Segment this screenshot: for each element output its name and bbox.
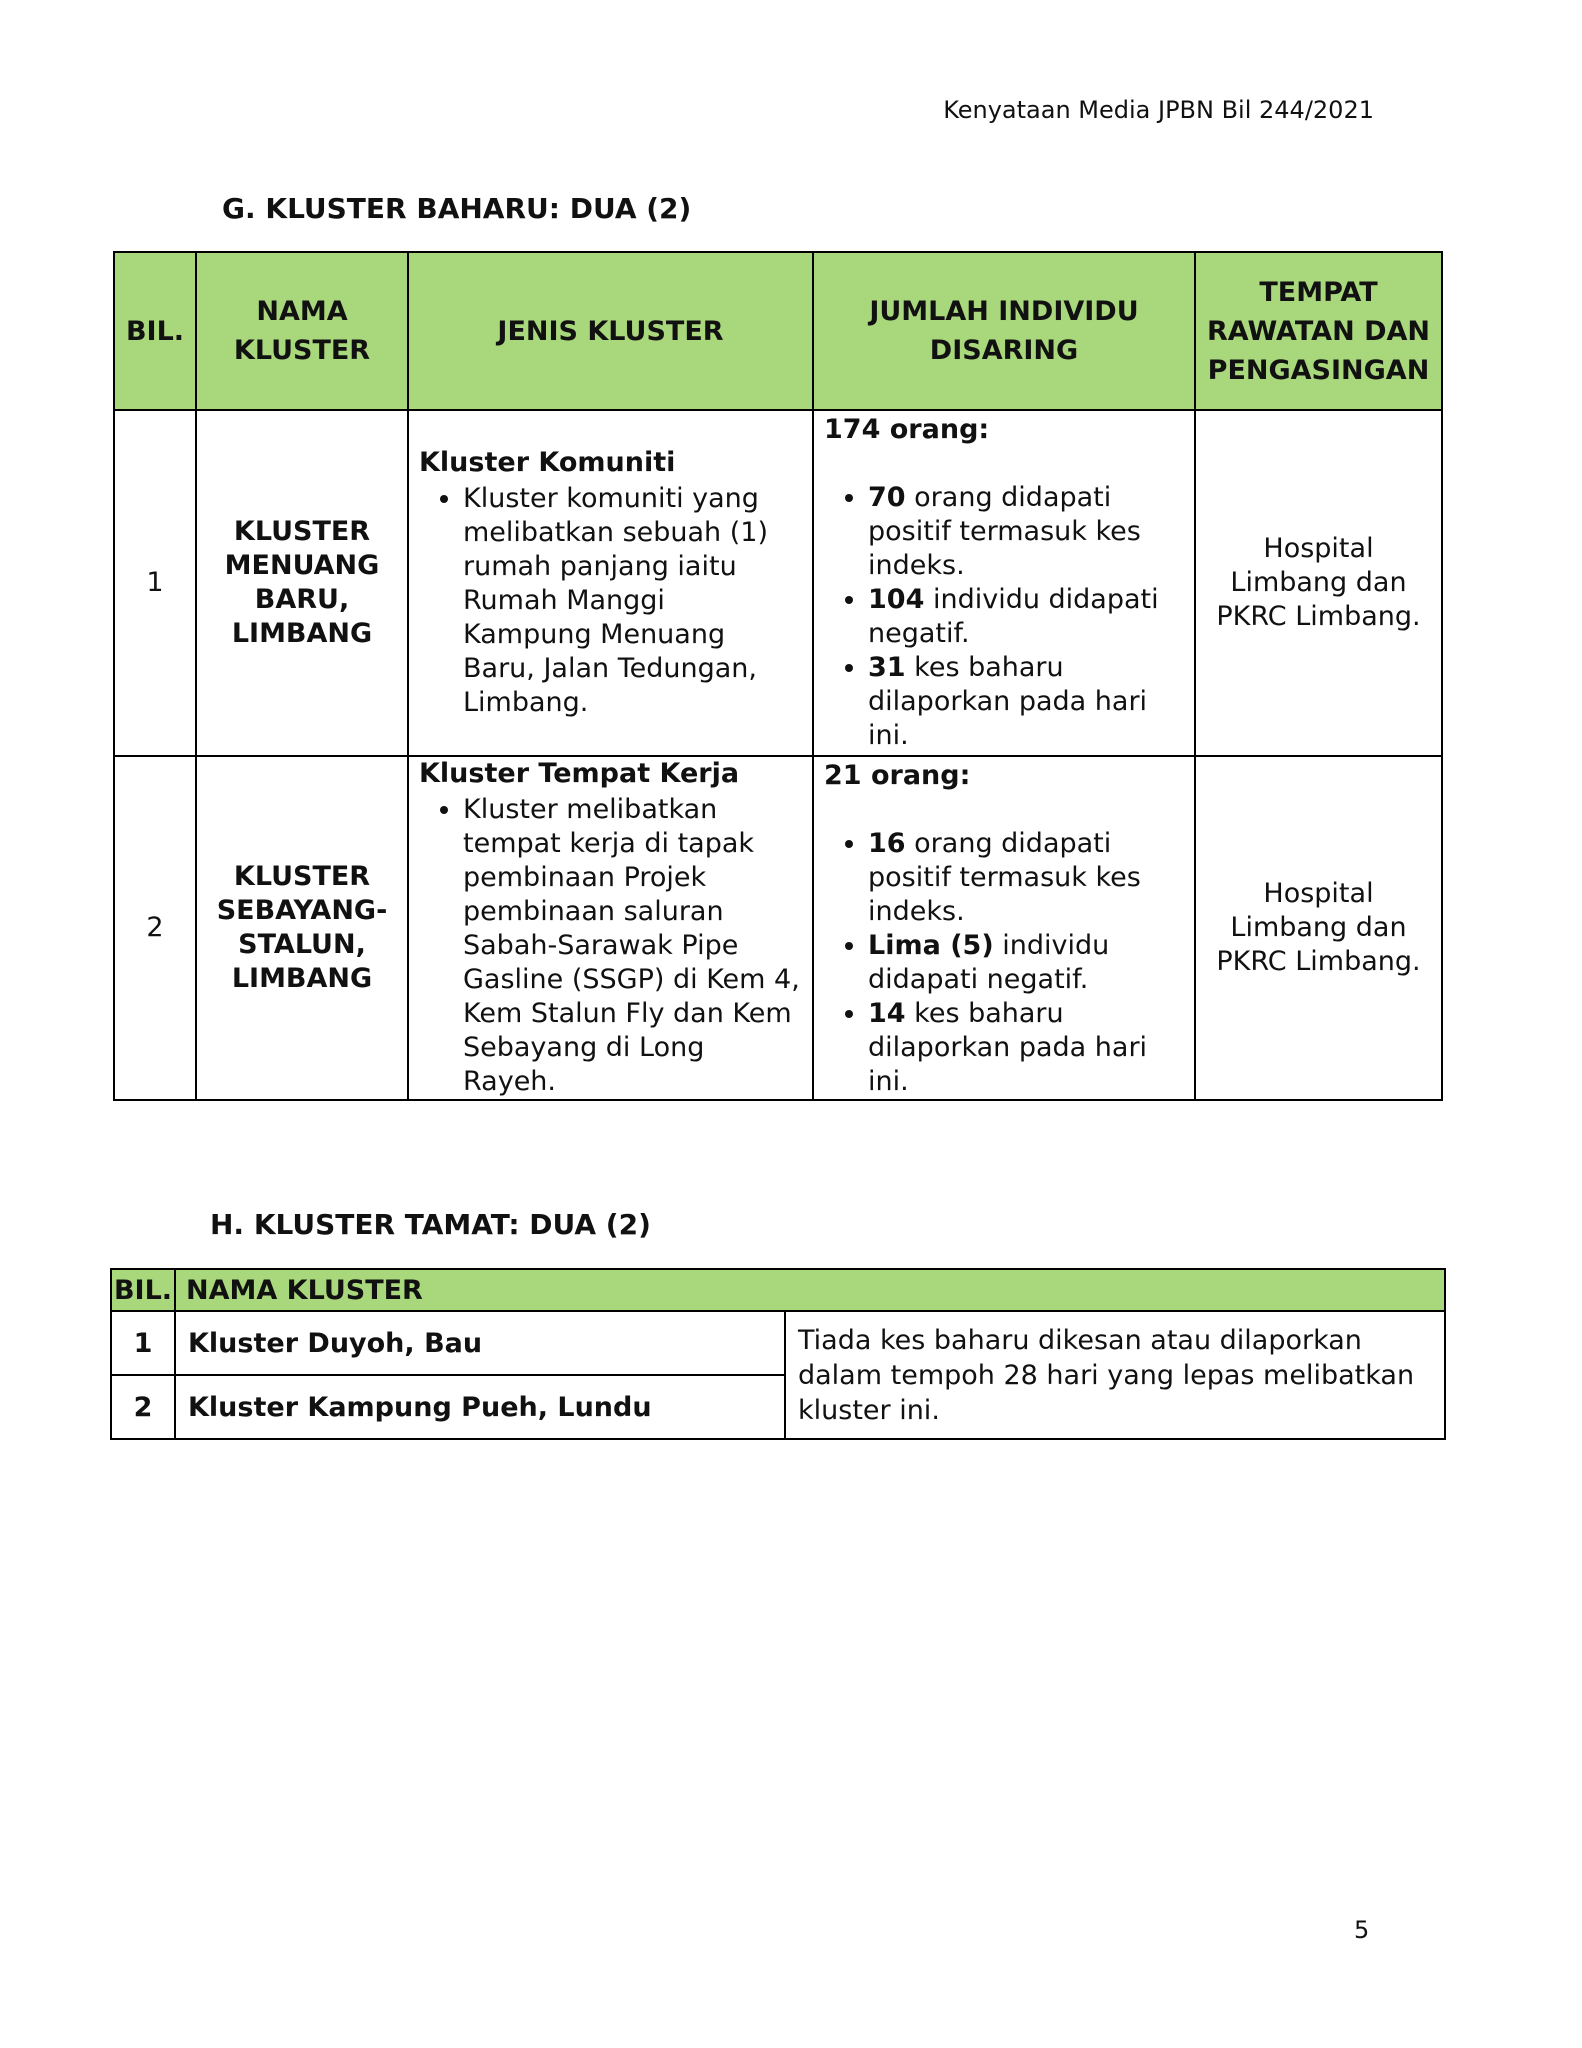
header-tempat-rawatan: TEMPAT RAWATAN DAN PENGASINGAN [1195,252,1442,410]
item-text: orang didapati positif termasuk kes indeks. [868,482,1141,581]
header-bil: BIL. [114,252,196,410]
cell-bil: 1 [111,1311,175,1375]
item-number: 14 [868,998,906,1029]
header-bil: BIL. [111,1269,175,1311]
cell-jenis-kluster [408,756,813,1100]
cell-bil: 1 [114,410,196,756]
list-item [868,929,1184,997]
item-number: 104 [868,584,925,615]
cell-tempat-rawatan: Hospital Limbang dan PKRC Limbang. [1195,410,1442,756]
item-text: kes baharu dilaporkan pada hari ini. [868,998,1148,1097]
ended-clusters-table [110,1268,1446,1440]
header-nama-kluster: NAMA KLUSTER [175,1269,1445,1311]
total-screened: 174 orang: [824,414,990,445]
table-row [114,410,1442,756]
table-row [114,756,1442,1100]
item-text: individu didapati negatif. [868,930,1110,995]
cell-nama-kluster: KLUSTER MENUANG BARU, LIMBANG [196,410,408,756]
item-number: 16 [868,828,906,859]
screening-list [824,827,1184,1099]
item-number: 31 [868,652,906,683]
cell-tempat-rawatan: Hospital Limbang dan PKRC Limbang. [1195,756,1442,1100]
cell-bil: 2 [114,756,196,1100]
cell-jumlah-individu [813,410,1195,756]
ended-note: Tiada kes baharu dikesan atau dilaporkan dalam tempoh 28 hari yang lepas melibatkan kluster ini. [785,1311,1445,1439]
header-jumlah-individu: JUMLAH INDIVIDU DISARING [813,252,1195,410]
item-text: orang didapati positif termasuk kes indeks. [868,828,1141,927]
cell-jumlah-individu [813,756,1195,1100]
jenis-detail: • Kluster komuniti yang melibatkan sebuah (1) rumah panjang iaitu Rumah Manggi Kampung Menuang Baru, Jalan Tedungan, Limbang. [463,482,802,720]
section-g-title: G. KLUSTER BAHARU: DUA (2) [222,192,692,225]
item-text: individu didapati negatif. [868,584,1159,649]
cell-bil: 2 [111,1375,175,1439]
cell-nama-kluster: KLUSTER SEBAYANG-STALUN, LIMBANG [196,756,408,1100]
table-row [111,1311,1445,1375]
total-screened: 21 orang: [824,760,971,791]
new-clusters-table [113,251,1443,1101]
jenis-detail: • Kluster melibatkan tempat kerja di tapak pembinaan Projek pembinaan saluran Sabah-Sarawak Pipe Gasline (SSGP) di Kem 4, Kem Stalun Fly dan Kem Sebayang di Long Rayeh. [463,793,802,1099]
section-h-title: H. KLUSTER TAMAT: DUA (2) [210,1208,651,1241]
item-number: Lima (5) [868,930,994,961]
list-item [868,651,1184,753]
item-text: kes baharu dilaporkan pada hari ini. [868,652,1148,751]
item-number: 70 [868,482,906,513]
header-jenis-kluster: JENIS KLUSTER [408,252,813,410]
cell-jenis-kluster [408,410,813,756]
jenis-title: Kluster Komuniti [419,447,676,478]
list-item [868,827,1184,929]
jenis-title: Kluster Tempat Kerja [419,758,740,789]
list-item [868,583,1184,651]
jenis-list [419,793,802,1099]
table-header-row [111,1269,1445,1311]
list-item [868,481,1184,583]
screening-list [824,481,1184,753]
cell-nama-kluster: Kluster Kampung Pueh, Lundu [175,1375,785,1439]
page-number: 5 [1354,1916,1370,1944]
list-item [868,997,1184,1099]
document-reference: Kenyataan Media JPBN Bil 244/2021 [943,96,1374,124]
cell-nama-kluster: Kluster Duyoh, Bau [175,1311,785,1375]
header-nama-kluster: NAMA KLUSTER [196,252,408,410]
jenis-list [419,482,802,720]
table-header-row [114,252,1442,410]
